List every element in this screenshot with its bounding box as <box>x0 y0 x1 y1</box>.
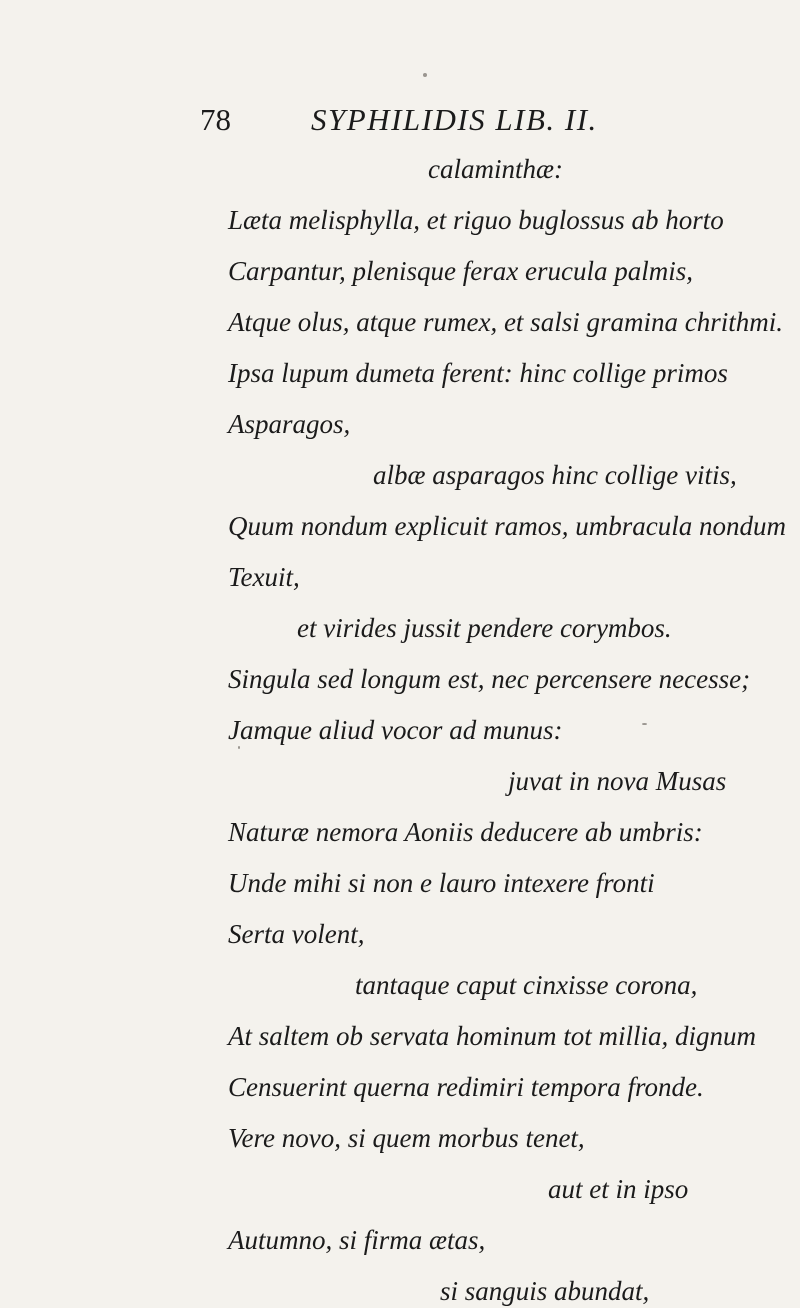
verse-line: aut et in ipso <box>548 1174 689 1204</box>
verse-line: tantaque caput cinxisse corona, <box>355 970 698 1000</box>
verse-line: juvat in nova Musas <box>508 766 727 796</box>
verse-line: Censuerint querna redimiri tempora fronde. <box>228 1072 704 1102</box>
verse-line: Jamque aliud vocor ad munus: <box>228 715 563 745</box>
verse-line: Læta melisphylla, et riguo buglossus ab horto <box>228 205 724 235</box>
verse-line: Serta volent, <box>228 919 365 949</box>
verse-line: et virides jussit pendere corymbos. <box>297 613 672 643</box>
verse-line: Quum nondum explicuit ramos, umbracula nondum <box>228 511 786 541</box>
verse-line: Carpantur, plenisque ferax erucula palmis, <box>228 256 693 286</box>
running-head: SYPHILIDIS LIB. II. <box>311 102 598 137</box>
verse-line: Unde mihi si non e lauro intexere fronti <box>228 868 655 898</box>
page-number: 78 <box>200 102 231 137</box>
paper-speck <box>642 723 647 725</box>
verse-line: Autumno, si firma ætas, <box>228 1225 486 1255</box>
verse-line: si sanguis abundat, <box>440 1276 650 1306</box>
verse-line: calaminthæ: <box>428 154 563 184</box>
verse-line: Singula sed longum est, nec percensere necesse; <box>228 664 751 694</box>
verse-line: Vere novo, si quem morbus tenet, <box>228 1123 585 1153</box>
page-header <box>200 100 760 144</box>
verse-line: Naturæ nemora Aoniis deducere ab umbris: <box>228 817 703 847</box>
verse-line: Texuit, <box>228 562 300 592</box>
verse-line: Ipsa lupum dumeta ferent: hinc collige primos <box>228 358 728 388</box>
verse-line: Asparagos, <box>228 409 351 439</box>
paper-speck <box>238 746 240 749</box>
verse-line: albæ asparagos hinc collige vitis, <box>373 460 737 490</box>
paper-speck <box>423 73 427 77</box>
verse-line: Atque olus, atque rumex, et salsi gramina chrithmi. <box>228 307 783 337</box>
verse-line: At saltem ob servata hominum tot millia, dignum <box>228 1021 756 1051</box>
